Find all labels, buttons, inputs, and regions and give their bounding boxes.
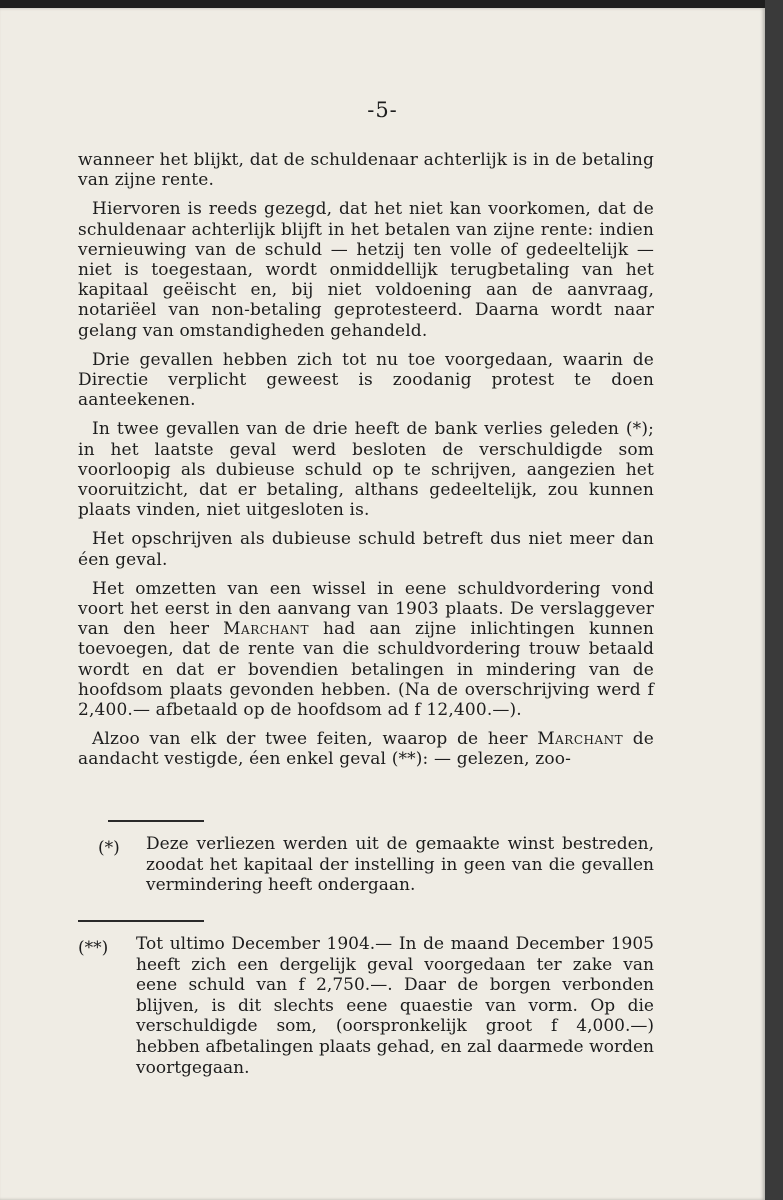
paragraph-4: In twee gevallen van de drie heeft de bank verlies geleden (*); in het laatste geval werd besloten de verschuldigde som voorloopig als dubieuse schuld op te schrijven, aangezien het vooruitzicht, dat er betaling, althans gedeeltelijk, zou kunnen plaats vinden, niet uitgesloten is. [78,419,654,521]
paragraph-6-after: had aan zijne inlichtingen kunnen toevoegen, dat de rente van die schuldvordering trouw betaald wordt en dat er bovendien betalingen in mindering van de hoofdsom plaats gevonden hebben. (Na de overschrijving werd f 2,400.— afbetaald op de hoofdsom ad f 12,400.—). [78,619,654,721]
scan-right-border [765,0,783,1200]
name-marchant: Marchant [537,729,624,750]
paragraph-3: Drie gevallen hebben zich tot nu toe voorgedaan, waarin de Directie verplicht geweest is zoodanig protest te doen aanteekenen. [78,349,654,411]
footnote-1-mark: (*) [98,838,120,858]
document-page [0,8,765,1200]
name-marchant: Marchant [223,619,310,640]
paragraph-7 [78,729,654,769]
footnote-1-text: Deze verliezen werden uit de gemaakte winst bestreden, zoodat het kapitaal der instelling in geen van die gevallen vermindering heeft ondergaan. [146,834,654,896]
paragraph-5: Het opschrijven als dubieuse schuld betreft dus niet meer dan éen geval. [78,529,654,570]
scan-top-border [0,0,783,8]
page-number: -5- [367,98,398,122]
paragraph-1: wanneer het blijkt, dat de schuldenaar achterlijk is in de betaling van zijne rente. [78,150,654,191]
paragraph-7-before: Alzoo van elk der twee feiten, waarop de heer [92,729,538,750]
footnote-rule-2 [78,920,204,922]
paragraph-6 [78,579,654,720]
footnote-2-mark: (**) [78,938,109,958]
paragraph-7-after: de aandacht vestigde, éen enkel geval (**): — gelezen, zoo- [78,729,654,770]
footnote-rule-1 [108,820,204,822]
body-text [78,150,654,779]
footnote-2-text: Tot ultimo December 1904.— In de maand December 1905 heeft zich een dergelijk geval voorgedaan ter zake van eene schuld van f 2,750.—. Daar de borgen verbonden blijven, is dit slechts eene quaestie van vorm. Op die verschuldigde som, (oorspronkelijk groot f 4,000.—) hebben afbetalingen plaats gehad, en zal daarmede worden voortgegaan. [136,934,654,1078]
paragraph-2: Hiervoren is reeds gezegd, dat het niet kan voorkomen, dat de schuldenaar achterlijk blijft in het betalen van zijne rente: indien vernieuwing van de schuld — hetzij ten volle of gedeeltelijk — niet is toegestaan, wordt onmiddellijk terugbetaling van het kapitaal geëischt en, bij niet voldoening aan de aanvraag, notariëel van non-betaling geprotesteerd. Daarna wordt naar gelang van omstandigheden gehandeld. [78,199,654,341]
paragraph-6-before: Het omzetten van een wissel in eene schuldvordering vond voort het eerst in den aanvang van 1903 plaats. De verslaggever van den heer [78,578,654,640]
